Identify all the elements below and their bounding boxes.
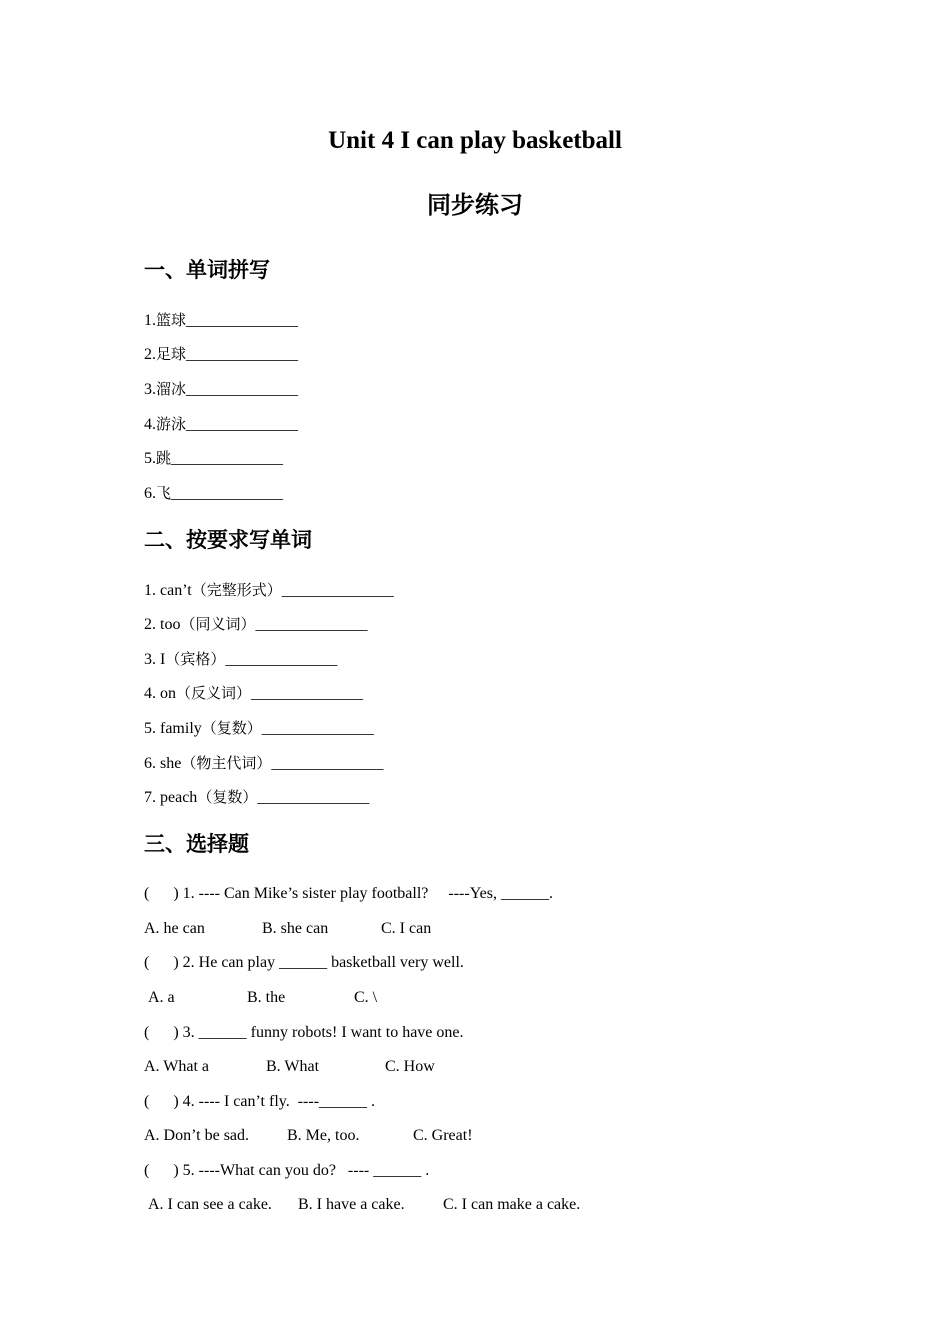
option-c[interactable]: C. How (385, 1058, 435, 1075)
item-prefix: 6. she (144, 755, 182, 772)
question-stem: ( ) 5. ----What can you do? ---- ______ . (144, 1162, 430, 1179)
section-heading-word-forms: 二、按要求写单词 (144, 528, 312, 552)
item-hint: （完整形式） (191, 581, 282, 599)
question-stem: ( ) 1. ---- Can Mike’s sister play football? ----Yes, ______. (144, 885, 553, 902)
item-word: 跳 (156, 449, 172, 467)
answer-blank[interactable]: ______________ (251, 685, 364, 702)
section-heading-spelling: 一、单词拼写 (144, 258, 270, 282)
item-hint: （同义词） (180, 615, 256, 633)
item-prefix: 2. too (144, 616, 181, 633)
option-c[interactable]: C. I can (381, 920, 432, 937)
answer-blank[interactable]: ______________ (281, 582, 394, 599)
item-number: 5. (144, 450, 156, 467)
item-prefix: 1. can’t (144, 582, 192, 599)
question-stem: ( ) 3. ______ funny robots! I want to have one. (144, 1024, 464, 1041)
option-c[interactable]: C. Great! (413, 1127, 473, 1144)
item-hint: （反义词） (176, 684, 252, 702)
item-prefix: 7. peach (144, 789, 198, 806)
item-number: 2. (144, 346, 156, 363)
answer-blank[interactable]: ______________ (186, 416, 299, 433)
question-options (144, 1056, 435, 1078)
item-word: 溜冰 (156, 380, 187, 398)
option-c[interactable]: C. I can make a cake. (443, 1196, 581, 1213)
option-a[interactable]: A. a (148, 989, 175, 1006)
page-subtitle: 同步练习 (427, 191, 523, 219)
answer-blank[interactable]: ______________ (261, 720, 374, 737)
option-a[interactable]: A. I can see a cake. (148, 1196, 272, 1213)
item-hint: （复数） (197, 788, 258, 806)
item-hint: （宾格） (165, 650, 226, 668)
answer-blank[interactable]: ______________ (171, 485, 284, 502)
word-form-item (144, 786, 369, 809)
option-a[interactable]: A. What a (144, 1058, 210, 1075)
word-form-item (144, 613, 367, 636)
spelling-item (144, 378, 298, 401)
question-options (148, 1194, 580, 1216)
word-form-item (144, 682, 363, 705)
question-options (148, 987, 377, 1009)
spelling-item (144, 413, 298, 436)
item-word: 篮球 (156, 311, 187, 329)
word-form-item (144, 717, 374, 740)
item-number: 4. (144, 416, 156, 433)
item-prefix: 5. family (144, 720, 202, 737)
question-options (144, 918, 431, 940)
word-form-item (144, 579, 394, 602)
answer-blank[interactable]: ______________ (225, 651, 338, 668)
page-title: Unit 4 I can play basketball (328, 127, 622, 154)
option-b[interactable]: B. the (247, 989, 286, 1006)
option-b[interactable]: B. she can (262, 920, 329, 937)
item-word: 足球 (156, 345, 187, 363)
item-number: 3. (144, 381, 156, 398)
item-prefix: 4. on (144, 685, 176, 702)
question-stem: ( ) 2. He can play ______ basketball very well. (144, 954, 464, 971)
question-stem: ( ) 4. ---- I can’t fly. ----______ . (144, 1093, 376, 1110)
option-b[interactable]: B. What (266, 1058, 320, 1075)
answer-blank[interactable]: ______________ (255, 616, 368, 633)
answer-blank[interactable]: ______________ (186, 346, 299, 363)
section-heading-multiple-choice: 三、选择题 (144, 832, 249, 856)
item-prefix: 3. I (144, 651, 166, 668)
answer-blank[interactable]: ______________ (257, 789, 370, 806)
answer-blank[interactable]: ______________ (186, 312, 299, 329)
item-word: 飞 (156, 484, 172, 502)
option-a[interactable]: A. Don’t be sad. (144, 1127, 250, 1144)
item-number: 6. (144, 485, 156, 502)
option-a[interactable]: A. he can (144, 920, 205, 937)
item-hint: （复数） (201, 719, 262, 737)
option-c[interactable]: C. \ (354, 989, 378, 1006)
item-hint: （物主代词） (181, 754, 272, 772)
item-number: 1. (144, 312, 156, 329)
spelling-item (144, 309, 298, 332)
spelling-item (144, 343, 298, 366)
question-options (144, 1125, 473, 1147)
spelling-item (144, 482, 283, 505)
answer-blank[interactable]: ______________ (186, 381, 299, 398)
word-form-item (144, 752, 383, 775)
answer-blank[interactable]: ______________ (271, 755, 384, 772)
item-word: 游泳 (156, 415, 187, 433)
option-b[interactable]: B. I have a cake. (298, 1196, 405, 1213)
answer-blank[interactable]: ______________ (171, 450, 284, 467)
word-form-item (144, 648, 337, 671)
spelling-item (144, 447, 283, 470)
option-b[interactable]: B. Me, too. (287, 1127, 360, 1144)
